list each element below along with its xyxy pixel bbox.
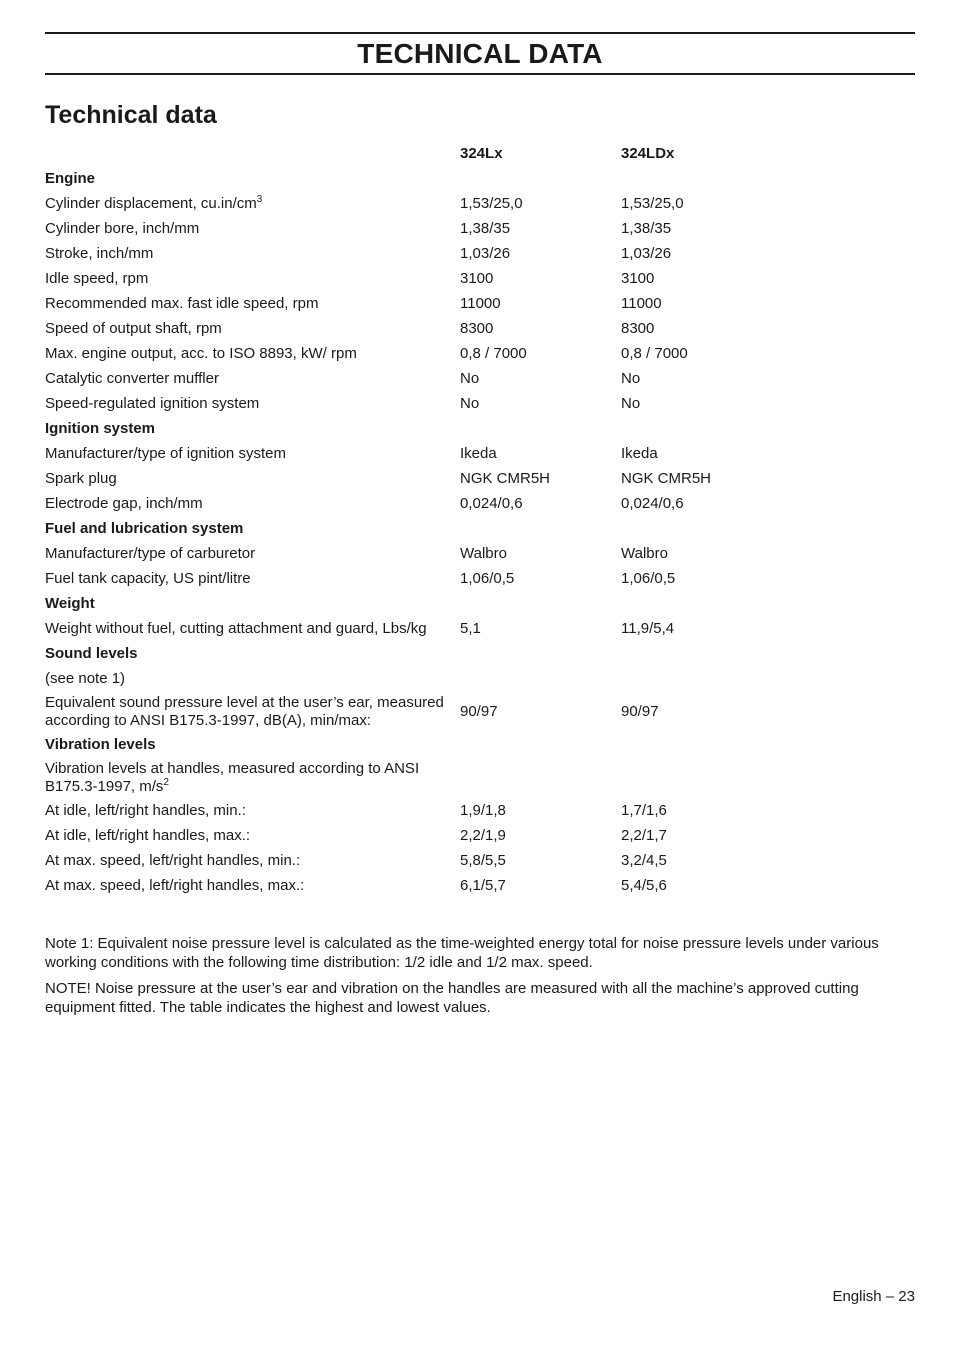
row-label-text: At max. speed, left/right handles, max.: — [45, 876, 305, 894]
header-cell-324ldx: 324LDx — [621, 144, 675, 162]
row-label — [45, 341, 460, 366]
row-label-text: Recommended max. fast idle speed, rpm — [45, 294, 319, 312]
empty-cell — [621, 591, 915, 616]
empty-cell — [460, 641, 621, 666]
row-label-text: Idle speed, rpm — [45, 269, 149, 287]
value-324lx: 1,53/25,0 — [460, 194, 523, 212]
value-324ldx: 1,7/1,6 — [621, 801, 667, 819]
value-324lx: 5,1 — [460, 619, 481, 637]
empty-cell — [621, 732, 915, 757]
row-label-text: Speed-regulated ignition system — [45, 394, 260, 412]
value-324ldx: Walbro — [621, 544, 668, 562]
row-label — [45, 541, 460, 566]
table-row — [45, 216, 915, 241]
empty-cell — [621, 416, 915, 441]
empty-cell — [621, 166, 915, 191]
row-label — [45, 691, 460, 732]
page-footer: English – 23 — [832, 1288, 915, 1305]
value-324ldx: 0,024/0,6 — [621, 494, 684, 512]
value-324ldx: 3,2/4,5 — [621, 851, 667, 869]
value-324lx: Ikeda — [460, 444, 497, 462]
table-row — [45, 848, 915, 873]
value-324ldx: 3100 — [621, 269, 655, 287]
row-label-text: Manufacturer/type of carburetor — [45, 544, 256, 562]
value-324lx: No — [460, 394, 480, 412]
header-cell-324lx: 324Lx — [460, 144, 503, 162]
empty-cell — [460, 166, 621, 191]
value-324lx: No — [460, 369, 480, 387]
row-label — [45, 316, 460, 341]
value-324lx: 11000 — [460, 294, 501, 312]
table-row — [45, 541, 915, 566]
row-label-text: Manufacturer/type of ignition system — [45, 444, 286, 462]
table-row — [45, 341, 915, 366]
notes — [45, 934, 917, 1024]
section-label: Fuel and lubrication system — [45, 519, 244, 537]
row-label-text: Spark plug — [45, 469, 117, 487]
value-324lx: 8300 — [460, 319, 494, 337]
row-label-text: Catalytic converter muffler — [45, 369, 219, 387]
table-row — [45, 823, 915, 848]
header-title: TECHNICAL DATA — [357, 38, 603, 69]
table-row — [45, 666, 915, 691]
row-label — [45, 216, 460, 241]
table-row — [45, 616, 915, 641]
row-label-text: Equivalent sound pressure level at the user’s ear, measured according to ANSI B175.3-1997, dB(A), min/max: — [45, 694, 444, 729]
value-324ldx: 1,53/25,0 — [621, 194, 684, 212]
empty-cell — [460, 732, 621, 757]
table-row — [45, 873, 915, 898]
table-row — [45, 466, 915, 491]
value-324lx — [460, 757, 621, 798]
row-label-text: (see note 1) — [45, 669, 126, 687]
empty-cell — [621, 516, 915, 541]
table-row — [45, 566, 915, 591]
row-label-text: Max. engine output, acc. to ISO 8893, kW/ rpm — [45, 344, 357, 362]
table-row — [45, 691, 915, 732]
row-label-text: At idle, left/right handles, min.: — [45, 801, 246, 819]
table-row — [45, 316, 915, 341]
table-row — [45, 266, 915, 291]
value-324lx: 5,8/5,5 — [460, 851, 506, 869]
value-324ldx: 2,2/1,7 — [621, 826, 667, 844]
table-row — [45, 241, 915, 266]
row-label — [45, 848, 460, 873]
row-label-text: Vibration levels at handles, measured according to ANSI B175.3-1997, m/s — [45, 760, 420, 795]
table-row — [45, 366, 915, 391]
row-label — [45, 616, 460, 641]
value-324ldx: 1,38/35 — [621, 219, 672, 237]
row-label — [45, 291, 460, 316]
note-1: Note 1: Equivalent noise pressure level is calculated as the time-weighted energy total for noise pressure levels under various working conditions with the following time distribution: 1/2 idle and 1/2 max. speed. — [45, 935, 879, 971]
row-label — [45, 266, 460, 291]
section-row — [45, 732, 915, 757]
value-324lx: 0,024/0,6 — [460, 494, 523, 512]
value-324lx — [460, 666, 621, 691]
spec-table — [45, 141, 915, 898]
table-row — [45, 757, 915, 798]
value-324ldx: NGK CMR5H — [621, 469, 712, 487]
row-label-superscript: 3 — [256, 193, 263, 205]
table-row — [45, 798, 915, 823]
value-324ldx: 5,4/5,6 — [621, 876, 667, 894]
section-row — [45, 166, 915, 191]
section-row — [45, 641, 915, 666]
empty-cell — [621, 641, 915, 666]
section-label: Sound levels — [45, 644, 138, 662]
header-cell-label — [45, 141, 460, 166]
value-324ldx: 90/97 — [621, 702, 659, 720]
note-2: NOTE! Noise pressure at the user’s ear and vibration on the handles are measured with all the machine’s approved cutting equipment fitted. The table indicates the highest and lowest values. — [45, 980, 859, 1016]
section-row — [45, 516, 915, 541]
value-324ldx: 0,8 / 7000 — [621, 344, 688, 362]
value-324ldx: No — [621, 394, 641, 412]
value-324lx: 1,03/26 — [460, 244, 511, 262]
value-324lx: 0,8 / 7000 — [460, 344, 527, 362]
value-324ldx: 8300 — [621, 319, 655, 337]
empty-cell — [460, 591, 621, 616]
section-label: Vibration levels — [45, 735, 156, 753]
row-label-text: At idle, left/right handles, max.: — [45, 826, 251, 844]
row-label — [45, 666, 460, 691]
row-label — [45, 798, 460, 823]
spec-table-body — [45, 141, 915, 898]
value-324ldx: 1,06/0,5 — [621, 569, 676, 587]
row-label-text: Cylinder bore, inch/mm — [45, 219, 200, 237]
row-label — [45, 191, 460, 216]
row-label-text: Stroke, inch/mm — [45, 244, 154, 262]
row-label — [45, 466, 460, 491]
row-label-text: Cylinder displacement, cu.in/cm — [45, 194, 257, 212]
empty-cell — [460, 416, 621, 441]
section-label: Weight — [45, 594, 95, 612]
value-324ldx — [621, 666, 915, 691]
value-324ldx — [621, 757, 915, 798]
section-title: Technical data — [45, 101, 217, 129]
value-324lx: 90/97 — [460, 702, 498, 720]
value-324ldx: 1,03/26 — [621, 244, 672, 262]
value-324lx: Walbro — [460, 544, 507, 562]
row-label — [45, 391, 460, 416]
section-label: Ignition system — [45, 419, 156, 437]
value-324lx: 1,38/35 — [460, 219, 511, 237]
table-header-row — [45, 141, 915, 166]
empty-cell — [460, 516, 621, 541]
table-row — [45, 491, 915, 516]
value-324ldx: 11000 — [621, 294, 662, 312]
row-label — [45, 491, 460, 516]
value-324lx: 1,9/1,8 — [460, 801, 506, 819]
row-label-text: Speed of output shaft, rpm — [45, 319, 222, 337]
row-label-text: Electrode gap, inch/mm — [45, 494, 203, 512]
row-label — [45, 566, 460, 591]
value-324ldx: No — [621, 369, 641, 387]
row-label-text: Weight without fuel, cutting attachment and guard, Lbs/kg — [45, 619, 427, 637]
value-324lx: 1,06/0,5 — [460, 569, 515, 587]
section-row — [45, 416, 915, 441]
value-324lx: 3100 — [460, 269, 494, 287]
row-label — [45, 366, 460, 391]
table-row — [45, 291, 915, 316]
table-row — [45, 441, 915, 466]
value-324lx: 6,1/5,7 — [460, 876, 506, 894]
value-324ldx: 11,9/5,4 — [621, 619, 675, 637]
section-label: Engine — [45, 169, 96, 187]
row-label — [45, 823, 460, 848]
row-label — [45, 757, 460, 798]
value-324ldx: Ikeda — [621, 444, 658, 462]
value-324lx: NGK CMR5H — [460, 469, 551, 487]
section-row — [45, 591, 915, 616]
value-324lx: 2,2/1,9 — [460, 826, 506, 844]
row-label — [45, 873, 460, 898]
table-row — [45, 191, 915, 216]
page-header — [45, 32, 915, 75]
row-label — [45, 441, 460, 466]
table-row — [45, 391, 915, 416]
row-label — [45, 241, 460, 266]
row-label-text: At max. speed, left/right handles, min.: — [45, 851, 301, 869]
row-label-superscript: 2 — [163, 777, 169, 788]
row-label-text: Fuel tank capacity, US pint/litre — [45, 569, 251, 587]
